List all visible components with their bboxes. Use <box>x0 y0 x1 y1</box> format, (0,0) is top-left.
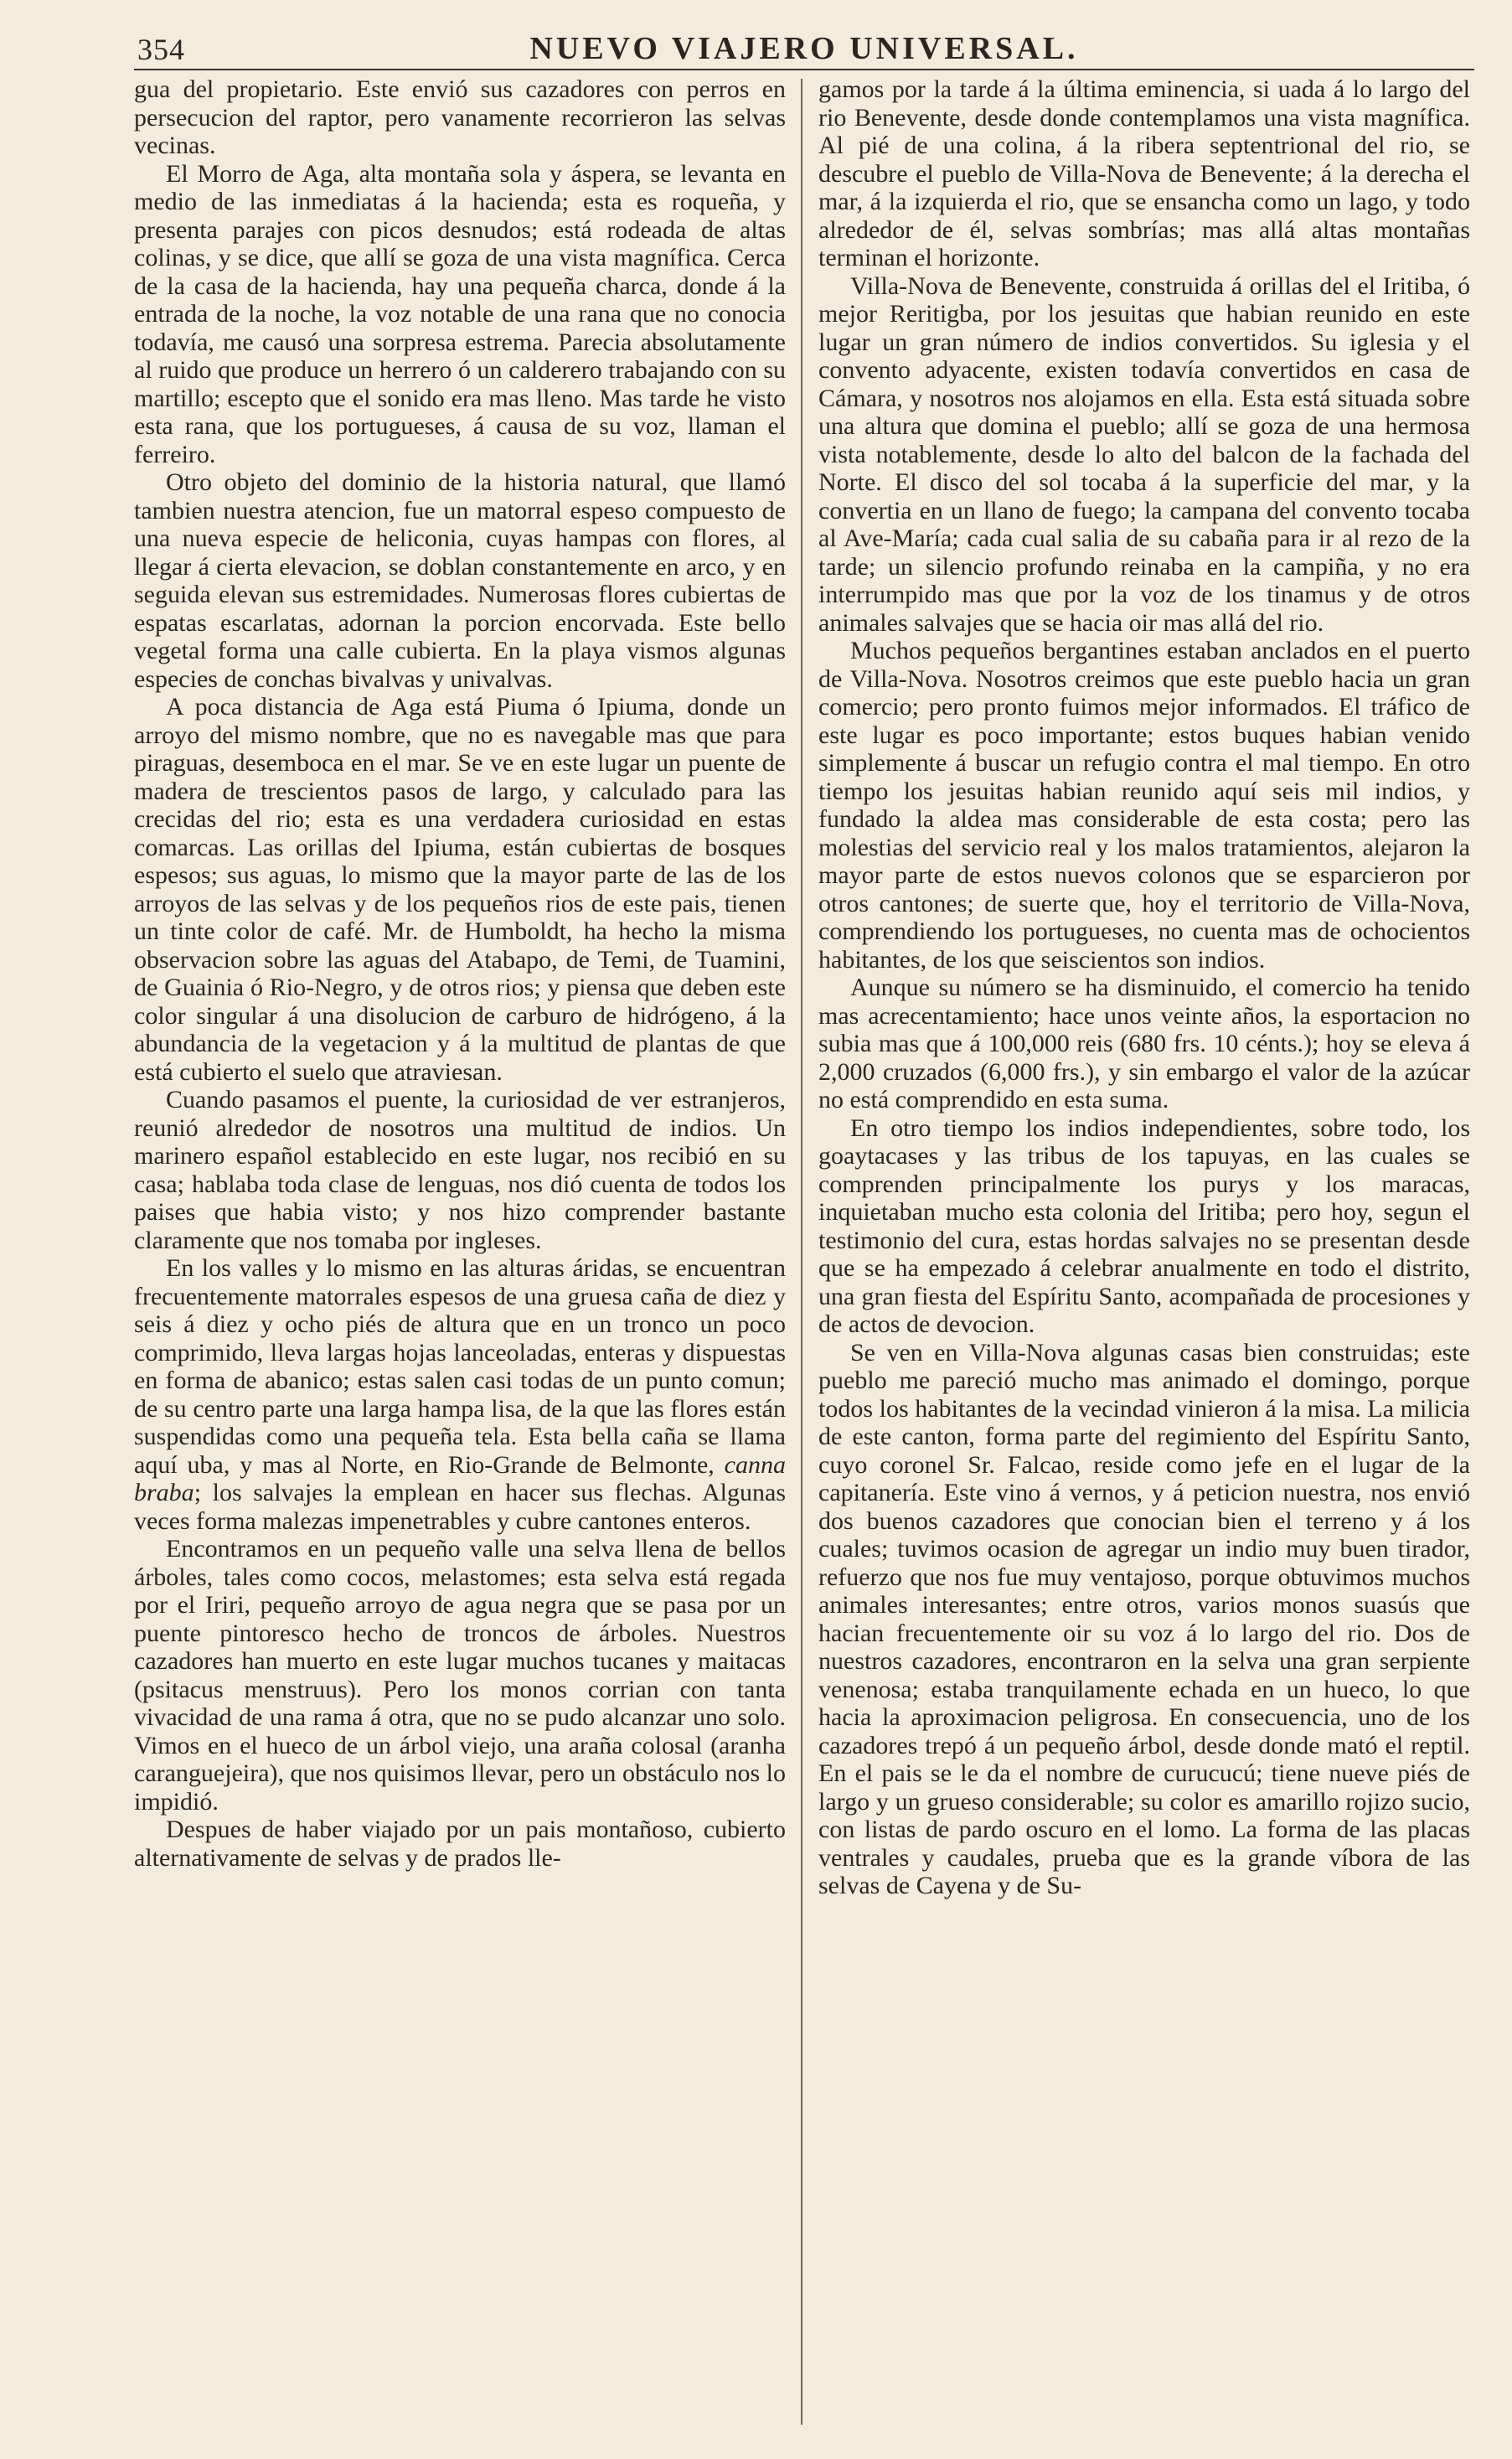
text-run: En los valles y lo mismo en las alturas áridas, se encuentran frecuentemente matorrales espesos de una gruesa caña de diez y seis á diez y ocho piés de altura que en un tronco un poco comprimido, lleva largas hojas lanceoladas, enteras y dispuestas en forma de abanico; estas salen casi todas de un punto comun; de su centro parte una larga hampa lisa, de la que las flores están suspendidas como una pequeña tela. Esta bella caña se llama aquí uba, y mas al Norte, en Rio-Grande de Belmonte, <box>134 1254 786 1479</box>
paragraph: Cuando pasamos el puente, la curiosidad de ver estranjeros, reunió alrededor de nosotros una multitud de indios. Un marinero español establecido en este lugar, nos recibió en su casa; hablaba toda clase de lenguas, nos dió cuenta de todos los paises que habia visto; y nos hizo comprender bastante claramente que nos tomaba por ingleses. <box>134 1086 786 1254</box>
left-column <box>134 75 786 2439</box>
paragraph: Villa-Nova de Benevente, construida á orillas del el Iritiba, ó mejor Reritigba, por los jesuitas que habian reunido en este lugar un gran número de indios convertidos. Su iglesia y el convento adyacente, existen todavía convertidos en casa de Cámara, y nosotros nos alojamos en ella. Esta está situada sobre una altura que domina el pueblo; allí se goza de una hermosa vista notablemente, desde lo alto del balcon de la fachada del Norte. El disco del sol tocaba á la superficie del mar, y la convertia en un llano de fuego; la campana del convento tocaba al Ave-María; cada cual salia de su cabaña para ir al rezo de la tarde; un silencio profundo reinaba en la campiña, y no era interrumpido mas que por la voz de los tinamus y de otros animales salvajes que se hacia oir mas allá del rio. <box>818 271 1470 637</box>
paragraph: El Morro de Aga, alta montaña sola y áspera, se levanta en medio de las inmediatas á la hacienda; esta es roqueña, y presenta parajes con picos desnudos; está rodeada de altas colinas, y se dice, que allí se goza de una vista magnífica. Cerca de la casa de la hacienda, hay una pequeña charca, donde á la entrada de la noche, la voz notable de una rana que no conocia todavía, me causó una sorpresa estrema. Parecia absolutamente al ruido que produce un herrero ó un calderero trabajando con su martillo; escepto que el sonido era mas lleno. Mas tarde he visto esta rana, que los portugueses, á causa de su voz, llaman el ferreiro. <box>134 159 786 468</box>
right-column <box>818 75 1470 2439</box>
paragraph: Despues de haber viajado por un pais montañoso, cubierto alternativamente de selvas y de prados lle- <box>134 1816 786 1872</box>
paragraph: A poca distancia de Aga está Piuma ó Ipiuma, donde un arroyo del mismo nombre, que no es navegable mas que para piraguas, desemboca en el mar. Se ve en este lugar un puente de madera de trescientos pasos de largo, y calculado para las crecidas del rio; esta es una verdadera curiosidad en estas comarcas. Las orillas del Ipiuma, están cubiertas de bosques espesos; sus aguas, lo mismo que la mayor parte de las de los arroyos de las selvas y de los pequeños rios de este pais, tienen un tinte color de café. Mr. de Humboldt, ha hecho la misma observacion sobre las aguas del Atabapo, de Temi, de Tuamini, de Guainia ó Rio-Negro, y de otros rios; y piensa que deben este color singular á una disolucion de carburo de hidrógeno, á la abundancia de la vegetacion y á la multitud de plantas de que está cubierto el suelo que atraviesan. <box>134 693 786 1086</box>
running-title: NUEVO VIAJERO UNIVERSAL. <box>529 31 1079 66</box>
paragraph: Aunque su número se ha disminuido, el comercio ha tenido mas acrecentamiento; hace unos veinte años, la esportacion no subia mas que á 100,000 reis (680 frs. 10 cénts.); hoy se eleva á 2,000 cruzados (6,000 frs.), y sin embargo el valor de la azúcar no está comprendido en esta suma. <box>818 974 1470 1113</box>
paragraph: Se ven en Villa-Nova algunas casas bien construidas; este pueblo me pareció mucho mas animado el domingo, porque todos los habitantes de la vecindad vinieron á la misa. La milicia de este canton, forma parte del regimiento del Espíritu Santo, cuyo coronel Sr. Falcao, reside como jefe en el lugar de la capitanería. Este vino á vernos, y á peticion nuestra, nos envió dos buenos cazadores que conocian bien el terreno y á los cuales; tuvimos ocasion de agregar un indio muy buen tirador, refuerzo que nos fue muy ventajoso, porque obtuvimos muchos animales interesantes; entre otros, varios monos suasús que hacian frecuentemente oir su voz á lo largo del rio. Dos de nuestros cazadores, encontraron en la selva una gran serpiente venenosa; estaba tranquilamente echada en un hueco, lo que hacia la aproximacion peligrosa. En consecuencia, uno de los cazadores trepó á un pequeño árbol, desde donde mató el reptil. En el pais se le da el nombre de curucucú; tiene nueve piés de largo y un grueso considerable; su color es amarillo rojizo sucio, con listas de pardo oscuro en el lomo. La forma de las placas ventrales y caudales, prueba que es la grande víbora de las selvas de Cayena y de Su- <box>818 1338 1470 1899</box>
italic-term: canna braba <box>134 1450 786 1506</box>
text-run: ; los salvajes la emplean en hacer sus flechas. Algunas veces forma malezas impenetrables y cubre cantones enteros. <box>134 1479 786 1535</box>
page-number: 354 <box>137 33 185 66</box>
paragraph <box>134 1254 786 1535</box>
paragraph: Encontramos en un pequeño valle una selva llena de bellos árboles, tales como cocos, melastomes; esta selva está regada por el Iriri, pequeño arroyo de agua negra que se pasa por un puente pintoresco hecho de troncos de árboles. Nuestros cazadores han muerto en este lugar muchos tucanes y maitacas (psitacus menstruus). Pero los monos corrian con tanta vivacidad de una rama á otra, que no se pudo alcanzar uno solo. Vimos en el hueco de un árbol viejo, una araña colosal (aranha caranguejeira), que nos quisimos llevar, pero un obstáculo nos lo impidió. <box>134 1535 786 1816</box>
page-header <box>134 27 1474 74</box>
paragraph: gua del propietario. Este envió sus cazadores con perros en persecucion del raptor, pero vanamente recorrieron las selvas vecinas. <box>134 75 786 159</box>
paragraph: En otro tiempo los indios independientes, sobre todo, los goaytacases y las tribus de los tapuyas, en las cuales se comprenden principalmente los purys y los maracas, inquietaban mucho esta colonia del Iritiba; pero hoy, segun el testimonio del cura, estas hordas salvajes no se presentan desde que se ha empezado á celebrar anualmente en todo el distrito, una gran fiesta del Espíritu Santo, acompañada de procesiones y de actos de devocion. <box>818 1113 1470 1338</box>
paragraph: Muchos pequeños bergantines estaban anclados en el puerto de Villa-Nova. Nosotros creimos que este pueblo hacia un gran comercio; pero pronto fuimos mejor informados. El tráfico de este lugar es poco importante; estos buques habian venido simplemente á buscar un refugio contra el mal tiempo. En otro tiempo los jesuitas habian reunido aquí seis mil indios, y fundado la aldea mas considerable de esta costa; pero las molestias del servicio real y los malos tratamientos, alejaron la mayor parte de estos nuevos colonos que se esparcieron por otros cantones; de suerte que, hoy el territorio de Villa-Nova, comprendiendo los portugueses, no cuenta mas de ochocientos habitantes, de los que seiscientos son indios. <box>818 637 1470 974</box>
column-divider <box>801 79 802 2425</box>
header-rule <box>134 69 1474 70</box>
paragraph: Otro objeto del dominio de la historia natural, que llamó tambien nuestra atencion, fue un matorral espeso compuesto de una nueva especie de heliconia, cuyas hampas con flores, al llegar á cierta elevacion, se doblan constantemente en arco, y en seguida elevan sus estremidades. Numerosas flores cubiertas de espatas escarlatas, adornan la porcion encorvada. Este bello vegetal forma una calle cubierta. En la playa vismos algunas especies de conchas bivalvas y univalvas. <box>134 468 786 693</box>
paragraph: gamos por la tarde á la última eminencia, si uada á lo largo del rio Benevente, desde donde contemplamos una vista magnífica. Al pié de una colina, á la ribera septentrional del rio, se descubre el pueblo de Villa-Nova de Benevente; á la derecha el mar, á la izquierda el rio, que se ensancha como un lago, y todo alrededor de él, selvas sombrías; mas allá altas montañas terminan el horizonte. <box>818 75 1470 271</box>
